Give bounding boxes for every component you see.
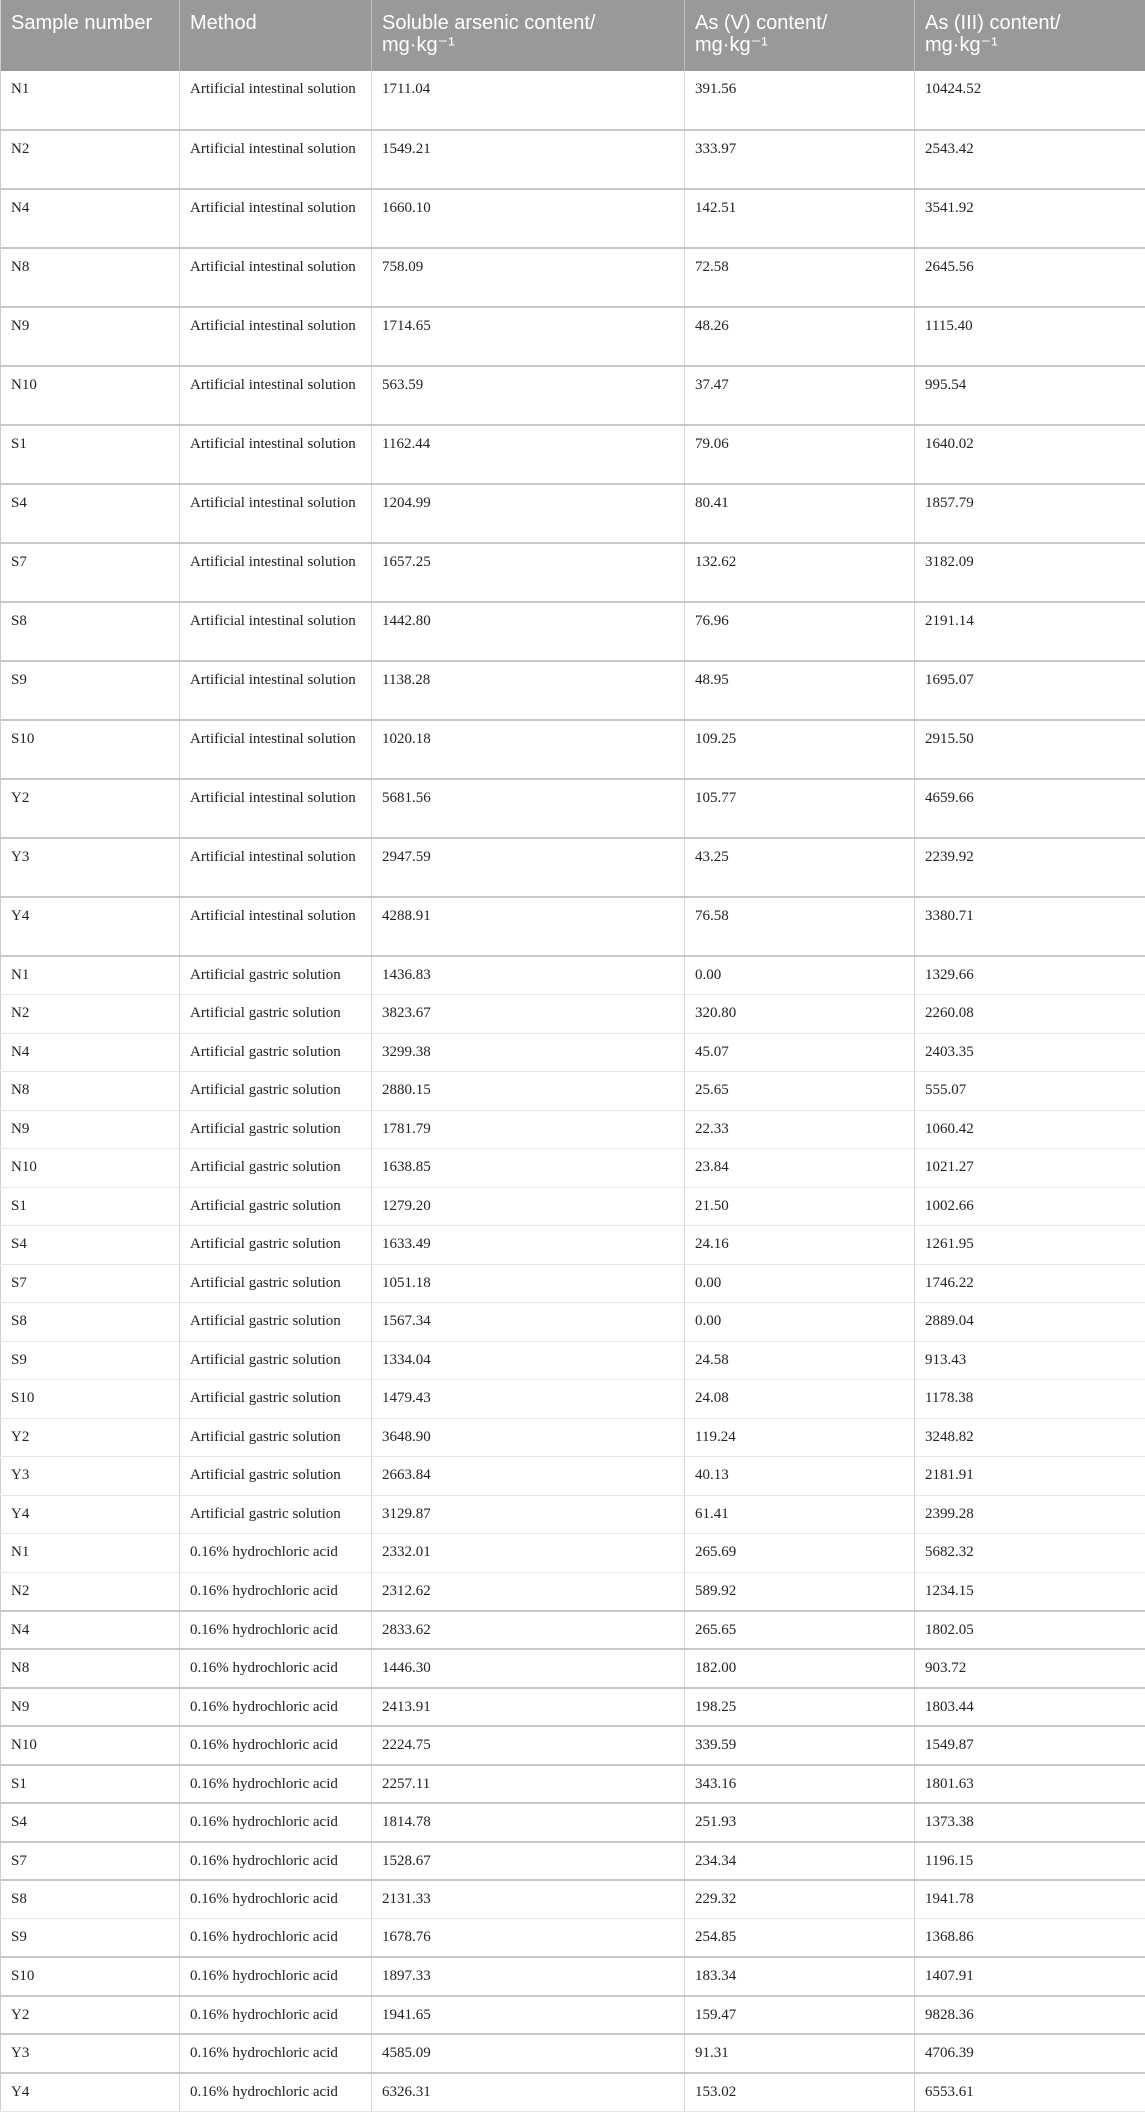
cell-method: Artificial gastric solution (180, 1187, 372, 1226)
cell-method: Artificial intestinal solution (180, 779, 372, 838)
cell-as-iii: 2543.42 (915, 130, 1145, 189)
cell-sample-number: S9 (1, 1341, 180, 1380)
table-row (1, 1803, 1145, 1842)
cell-as-v: 45.07 (685, 1033, 915, 1072)
cell-sample-number: Y3 (1, 1457, 180, 1496)
cell-as-v: 105.77 (685, 779, 915, 838)
table-row (1, 1149, 1145, 1188)
cell-sample-number: N10 (1, 1149, 180, 1188)
cell-as-iii: 4706.39 (915, 2034, 1145, 2073)
table-row (1, 543, 1145, 602)
cell-sample-number: S4 (1, 1803, 180, 1842)
cell-method: 0.16% hydrochloric acid (180, 1957, 372, 1996)
cell-sample-number: N8 (1, 1072, 180, 1111)
cell-method: Artificial intestinal solution (180, 838, 372, 897)
cell-as-iii: 1234.15 (915, 1572, 1145, 1611)
table-row (1, 1110, 1145, 1149)
cell-as-v: 339.59 (685, 1726, 915, 1765)
table-row (1, 1264, 1145, 1303)
cell-as-v: 589.92 (685, 1572, 915, 1611)
cell-soluble-arsenic: 1528.67 (372, 1842, 685, 1881)
cell-as-iii: 1196.15 (915, 1842, 1145, 1881)
cell-sample-number: N4 (1, 1033, 180, 1072)
cell-sample-number: S10 (1, 1957, 180, 1996)
cell-method: Artificial gastric solution (180, 1033, 372, 1072)
header-sample-number: Sample number (1, 0, 180, 71)
cell-method: 0.16% hydrochloric acid (180, 1611, 372, 1650)
cell-soluble-arsenic: 3299.38 (372, 1033, 685, 1072)
table-row (1, 720, 1145, 779)
table-row (1, 248, 1145, 307)
table-row (1, 1726, 1145, 1765)
cell-as-iii: 1803.44 (915, 1688, 1145, 1727)
cell-sample-number: S7 (1, 1842, 180, 1881)
table-row (1, 956, 1145, 995)
cell-sample-number: S7 (1, 543, 180, 602)
cell-as-iii: 1115.40 (915, 307, 1145, 366)
cell-as-v: 251.93 (685, 1803, 915, 1842)
header-soluble-arsenic: Soluble arsenic content/ mg·kg⁻¹ (372, 0, 685, 71)
table-row (1, 1226, 1145, 1265)
table-row (1, 71, 1145, 130)
cell-method: Artificial gastric solution (180, 1495, 372, 1534)
cell-as-v: 21.50 (685, 1187, 915, 1226)
table-row (1, 1996, 1145, 2035)
cell-as-v: 159.47 (685, 1996, 915, 2035)
cell-sample-number: Y3 (1, 2034, 180, 2073)
cell-as-iii: 2260.08 (915, 995, 1145, 1034)
cell-method: Artificial gastric solution (180, 1072, 372, 1111)
cell-as-v: 43.25 (685, 838, 915, 897)
cell-soluble-arsenic: 1714.65 (372, 307, 685, 366)
cell-as-v: 0.00 (685, 1303, 915, 1342)
cell-as-iii: 1802.05 (915, 1611, 1145, 1650)
cell-as-iii: 3182.09 (915, 543, 1145, 602)
cell-soluble-arsenic: 2131.33 (372, 1880, 685, 1919)
cell-soluble-arsenic: 1446.30 (372, 1649, 685, 1688)
cell-soluble-arsenic: 1781.79 (372, 1110, 685, 1149)
cell-method: 0.16% hydrochloric acid (180, 1842, 372, 1881)
cell-soluble-arsenic: 1638.85 (372, 1149, 685, 1188)
cell-soluble-arsenic: 1442.80 (372, 602, 685, 661)
cell-as-iii: 2645.56 (915, 248, 1145, 307)
cell-method: 0.16% hydrochloric acid (180, 2034, 372, 2073)
cell-as-iii: 1857.79 (915, 484, 1145, 543)
cell-as-v: 0.00 (685, 1264, 915, 1303)
table-row (1, 1649, 1145, 1688)
cell-sample-number: Y4 (1, 1495, 180, 1534)
cell-as-iii: 1373.38 (915, 1803, 1145, 1842)
cell-as-v: 76.58 (685, 897, 915, 956)
cell-sample-number: N8 (1, 1649, 180, 1688)
cell-sample-number: Y4 (1, 2073, 180, 2112)
cell-as-v: 153.02 (685, 2073, 915, 2112)
cell-soluble-arsenic: 1479.43 (372, 1380, 685, 1419)
cell-soluble-arsenic: 3129.87 (372, 1495, 685, 1534)
cell-as-v: 37.47 (685, 366, 915, 425)
table-row (1, 1187, 1145, 1226)
cell-soluble-arsenic: 2663.84 (372, 1457, 685, 1496)
cell-method: 0.16% hydrochloric acid (180, 1572, 372, 1611)
cell-method: Artificial intestinal solution (180, 130, 372, 189)
cell-sample-number: N8 (1, 248, 180, 307)
cell-as-iii: 3248.82 (915, 1418, 1145, 1457)
cell-soluble-arsenic: 2332.01 (372, 1534, 685, 1573)
cell-as-iii: 2889.04 (915, 1303, 1145, 1342)
table-row (1, 1033, 1145, 1072)
cell-method: 0.16% hydrochloric acid (180, 1649, 372, 1688)
table-row (1, 779, 1145, 838)
cell-sample-number: Y3 (1, 838, 180, 897)
cell-method: Artificial intestinal solution (180, 720, 372, 779)
cell-method: 0.16% hydrochloric acid (180, 1919, 372, 1958)
cell-as-iii: 3380.71 (915, 897, 1145, 956)
table-row (1, 1880, 1145, 1919)
cell-as-v: 391.56 (685, 71, 915, 130)
cell-as-v: 343.16 (685, 1765, 915, 1804)
cell-as-iii: 903.72 (915, 1649, 1145, 1688)
cell-as-v: 72.58 (685, 248, 915, 307)
cell-soluble-arsenic: 2257.11 (372, 1765, 685, 1804)
cell-as-v: 79.06 (685, 425, 915, 484)
cell-method: Artificial intestinal solution (180, 484, 372, 543)
cell-sample-number: S8 (1, 1303, 180, 1342)
table-row (1, 1842, 1145, 1881)
cell-soluble-arsenic: 2413.91 (372, 1688, 685, 1727)
cell-sample-number: S8 (1, 1880, 180, 1919)
cell-sample-number: S9 (1, 661, 180, 720)
cell-method: Artificial intestinal solution (180, 661, 372, 720)
cell-as-v: 109.25 (685, 720, 915, 779)
cell-sample-number: S4 (1, 1226, 180, 1265)
cell-as-iii: 555.07 (915, 1072, 1145, 1111)
cell-method: Artificial gastric solution (180, 1264, 372, 1303)
cell-sample-number: S1 (1, 1187, 180, 1226)
cell-as-iii: 1549.87 (915, 1726, 1145, 1765)
cell-method: Artificial gastric solution (180, 1341, 372, 1380)
cell-soluble-arsenic: 1436.83 (372, 956, 685, 995)
table-row (1, 2073, 1145, 2112)
table-row (1, 1418, 1145, 1457)
cell-as-v: 48.26 (685, 307, 915, 366)
cell-as-v: 48.95 (685, 661, 915, 720)
cell-as-iii: 2915.50 (915, 720, 1145, 779)
cell-soluble-arsenic: 1660.10 (372, 189, 685, 248)
cell-soluble-arsenic: 2947.59 (372, 838, 685, 897)
cell-soluble-arsenic: 2224.75 (372, 1726, 685, 1765)
table-row (1, 366, 1145, 425)
cell-method: 0.16% hydrochloric acid (180, 1803, 372, 1842)
cell-method: 0.16% hydrochloric acid (180, 1688, 372, 1727)
cell-as-iii: 2239.92 (915, 838, 1145, 897)
cell-method: Artificial gastric solution (180, 1110, 372, 1149)
cell-method: Artificial intestinal solution (180, 307, 372, 366)
cell-as-v: 142.51 (685, 189, 915, 248)
cell-as-v: 24.08 (685, 1380, 915, 1419)
cell-as-iii: 1368.86 (915, 1919, 1145, 1958)
cell-as-v: 0.00 (685, 956, 915, 995)
cell-sample-number: S4 (1, 484, 180, 543)
table-row (1, 1072, 1145, 1111)
table-row (1, 602, 1145, 661)
cell-as-v: 320.80 (685, 995, 915, 1034)
cell-method: Artificial intestinal solution (180, 602, 372, 661)
cell-as-iii: 913.43 (915, 1341, 1145, 1380)
cell-soluble-arsenic: 2312.62 (372, 1572, 685, 1611)
table-row (1, 1688, 1145, 1727)
table-row (1, 1957, 1145, 1996)
cell-as-v: 234.34 (685, 1842, 915, 1881)
table-row (1, 1341, 1145, 1380)
cell-sample-number: N4 (1, 1611, 180, 1650)
table-row (1, 484, 1145, 543)
cell-as-v: 119.24 (685, 1418, 915, 1457)
cell-sample-number: Y2 (1, 1418, 180, 1457)
cell-soluble-arsenic: 1162.44 (372, 425, 685, 484)
cell-as-v: 265.69 (685, 1534, 915, 1573)
cell-soluble-arsenic: 1204.99 (372, 484, 685, 543)
table-row (1, 307, 1145, 366)
cell-sample-number: N1 (1, 1534, 180, 1573)
cell-as-iii: 1261.95 (915, 1226, 1145, 1265)
cell-method: 0.16% hydrochloric acid (180, 1534, 372, 1573)
table-row (1, 189, 1145, 248)
cell-soluble-arsenic: 1711.04 (372, 71, 685, 130)
header-row (1, 0, 1145, 71)
cell-soluble-arsenic: 1549.21 (372, 130, 685, 189)
cell-soluble-arsenic: 4288.91 (372, 897, 685, 956)
cell-sample-number: N1 (1, 956, 180, 995)
cell-method: Artificial gastric solution (180, 995, 372, 1034)
cell-as-v: 182.00 (685, 1649, 915, 1688)
cell-sample-number: N2 (1, 995, 180, 1034)
table-row (1, 1765, 1145, 1804)
cell-sample-number: S10 (1, 1380, 180, 1419)
cell-as-iii: 1329.66 (915, 956, 1145, 995)
cell-soluble-arsenic: 563.59 (372, 366, 685, 425)
cell-as-v: 229.32 (685, 1880, 915, 1919)
table-row (1, 1495, 1145, 1534)
cell-soluble-arsenic: 1051.18 (372, 1264, 685, 1303)
cell-soluble-arsenic: 1334.04 (372, 1341, 685, 1380)
cell-soluble-arsenic: 1633.49 (372, 1226, 685, 1265)
cell-sample-number: S7 (1, 1264, 180, 1303)
cell-soluble-arsenic: 1138.28 (372, 661, 685, 720)
cell-sample-number: Y2 (1, 1996, 180, 2035)
cell-as-iii: 2191.14 (915, 602, 1145, 661)
cell-soluble-arsenic: 3823.67 (372, 995, 685, 1034)
table-header (1, 0, 1145, 71)
cell-as-iii: 2399.28 (915, 1495, 1145, 1534)
cell-as-iii: 4659.66 (915, 779, 1145, 838)
cell-sample-number: S1 (1, 1765, 180, 1804)
cell-soluble-arsenic: 2880.15 (372, 1072, 685, 1111)
table-row (1, 838, 1145, 897)
cell-as-iii: 1746.22 (915, 1264, 1145, 1303)
cell-as-iii: 1407.91 (915, 1957, 1145, 1996)
table-row (1, 1534, 1145, 1573)
cell-as-iii: 1021.27 (915, 1149, 1145, 1188)
table-row (1, 995, 1145, 1034)
cell-soluble-arsenic: 1279.20 (372, 1187, 685, 1226)
cell-as-v: 25.65 (685, 1072, 915, 1111)
cell-as-iii: 1801.63 (915, 1765, 1145, 1804)
cell-as-iii: 1695.07 (915, 661, 1145, 720)
cell-as-v: 198.25 (685, 1688, 915, 1727)
cell-as-v: 24.58 (685, 1341, 915, 1380)
cell-sample-number: N2 (1, 1572, 180, 1611)
cell-as-v: 333.97 (685, 130, 915, 189)
cell-as-iii: 1060.42 (915, 1110, 1145, 1149)
cell-sample-number: N9 (1, 307, 180, 366)
cell-method: Artificial intestinal solution (180, 189, 372, 248)
table-row (1, 130, 1145, 189)
cell-method: Artificial intestinal solution (180, 366, 372, 425)
cell-sample-number: N1 (1, 71, 180, 130)
table-row (1, 2034, 1145, 2073)
header-as-iii: As (III) content/ mg·kg⁻¹ (925, 12, 1061, 56)
cell-method: 0.16% hydrochloric acid (180, 2073, 372, 2112)
table-row (1, 897, 1145, 956)
cell-as-iii: 2403.35 (915, 1033, 1145, 1072)
cell-method: 0.16% hydrochloric acid (180, 1996, 372, 2035)
table-row (1, 1457, 1145, 1496)
cell-as-v: 183.34 (685, 1957, 915, 1996)
cell-method: Artificial intestinal solution (180, 543, 372, 602)
cell-method: Artificial intestinal solution (180, 248, 372, 307)
cell-as-v: 132.62 (685, 543, 915, 602)
cell-as-iii: 2181.91 (915, 1457, 1145, 1496)
table-row (1, 661, 1145, 720)
table-row (1, 425, 1145, 484)
cell-sample-number: Y4 (1, 897, 180, 956)
cell-soluble-arsenic: 758.09 (372, 248, 685, 307)
cell-as-v: 76.96 (685, 602, 915, 661)
cell-sample-number: N10 (1, 366, 180, 425)
cell-sample-number: N4 (1, 189, 180, 248)
header-method: Method (180, 0, 372, 71)
cell-sample-number: N9 (1, 1110, 180, 1149)
cell-as-iii: 1640.02 (915, 425, 1145, 484)
cell-method: Artificial intestinal solution (180, 897, 372, 956)
header-as-v: As (V) content/ mg·kg⁻¹ (685, 0, 915, 71)
table-row (1, 1303, 1145, 1342)
cell-as-iii: 995.54 (915, 366, 1145, 425)
cell-as-iii: 5682.32 (915, 1534, 1145, 1573)
cell-sample-number: N2 (1, 130, 180, 189)
cell-soluble-arsenic: 1678.76 (372, 1919, 685, 1958)
cell-as-iii: 3541.92 (915, 189, 1145, 248)
cell-as-v: 23.84 (685, 1149, 915, 1188)
cell-method: Artificial gastric solution (180, 1303, 372, 1342)
table-row (1, 1572, 1145, 1611)
cell-as-iii: 1941.78 (915, 1880, 1145, 1919)
table-row (1, 1611, 1145, 1650)
cell-soluble-arsenic: 1897.33 (372, 1957, 685, 1996)
cell-as-v: 254.85 (685, 1919, 915, 1958)
cell-method: Artificial gastric solution (180, 1418, 372, 1457)
table-row (1, 1919, 1145, 1958)
cell-soluble-arsenic: 5681.56 (372, 779, 685, 838)
cell-as-v: 22.33 (685, 1110, 915, 1149)
cell-as-v: 265.65 (685, 1611, 915, 1650)
cell-as-iii: 1002.66 (915, 1187, 1145, 1226)
cell-method: Artificial intestinal solution (180, 71, 372, 130)
cell-method: Artificial gastric solution (180, 1380, 372, 1419)
cell-as-iii: 9828.36 (915, 1996, 1145, 2035)
cell-soluble-arsenic: 6326.31 (372, 2073, 685, 2112)
cell-as-v: 24.16 (685, 1226, 915, 1265)
cell-soluble-arsenic: 1567.34 (372, 1303, 685, 1342)
cell-as-iii: 1178.38 (915, 1380, 1145, 1419)
cell-sample-number: Y2 (1, 779, 180, 838)
cell-sample-number: S10 (1, 720, 180, 779)
cell-soluble-arsenic: 1020.18 (372, 720, 685, 779)
table-body (1, 71, 1145, 2111)
cell-method: Artificial gastric solution (180, 1457, 372, 1496)
cell-sample-number: S1 (1, 425, 180, 484)
cell-as-v: 91.31 (685, 2034, 915, 2073)
cell-sample-number: N9 (1, 1688, 180, 1727)
table-row (1, 1380, 1145, 1419)
cell-sample-number: N10 (1, 1726, 180, 1765)
cell-method: Artificial intestinal solution (180, 425, 372, 484)
cell-method: 0.16% hydrochloric acid (180, 1726, 372, 1765)
cell-soluble-arsenic: 1941.65 (372, 1996, 685, 2035)
cell-method: 0.16% hydrochloric acid (180, 1765, 372, 1804)
cell-soluble-arsenic: 1657.25 (372, 543, 685, 602)
cell-as-iii: 10424.52 (915, 71, 1145, 130)
cell-soluble-arsenic: 4585.09 (372, 2034, 685, 2073)
cell-method: Artificial gastric solution (180, 1226, 372, 1265)
cell-method: Artificial gastric solution (180, 1149, 372, 1188)
cell-sample-number: S9 (1, 1919, 180, 1958)
cell-as-v: 80.41 (685, 484, 915, 543)
cell-as-iii: 6553.61 (915, 2073, 1145, 2112)
cell-as-v: 40.13 (685, 1457, 915, 1496)
cell-sample-number: S8 (1, 602, 180, 661)
cell-soluble-arsenic: 3648.90 (372, 1418, 685, 1457)
cell-method: 0.16% hydrochloric acid (180, 1880, 372, 1919)
cell-soluble-arsenic: 2833.62 (372, 1611, 685, 1650)
cell-soluble-arsenic: 1814.78 (372, 1803, 685, 1842)
cell-method: Artificial gastric solution (180, 956, 372, 995)
cell-as-v: 61.41 (685, 1495, 915, 1534)
